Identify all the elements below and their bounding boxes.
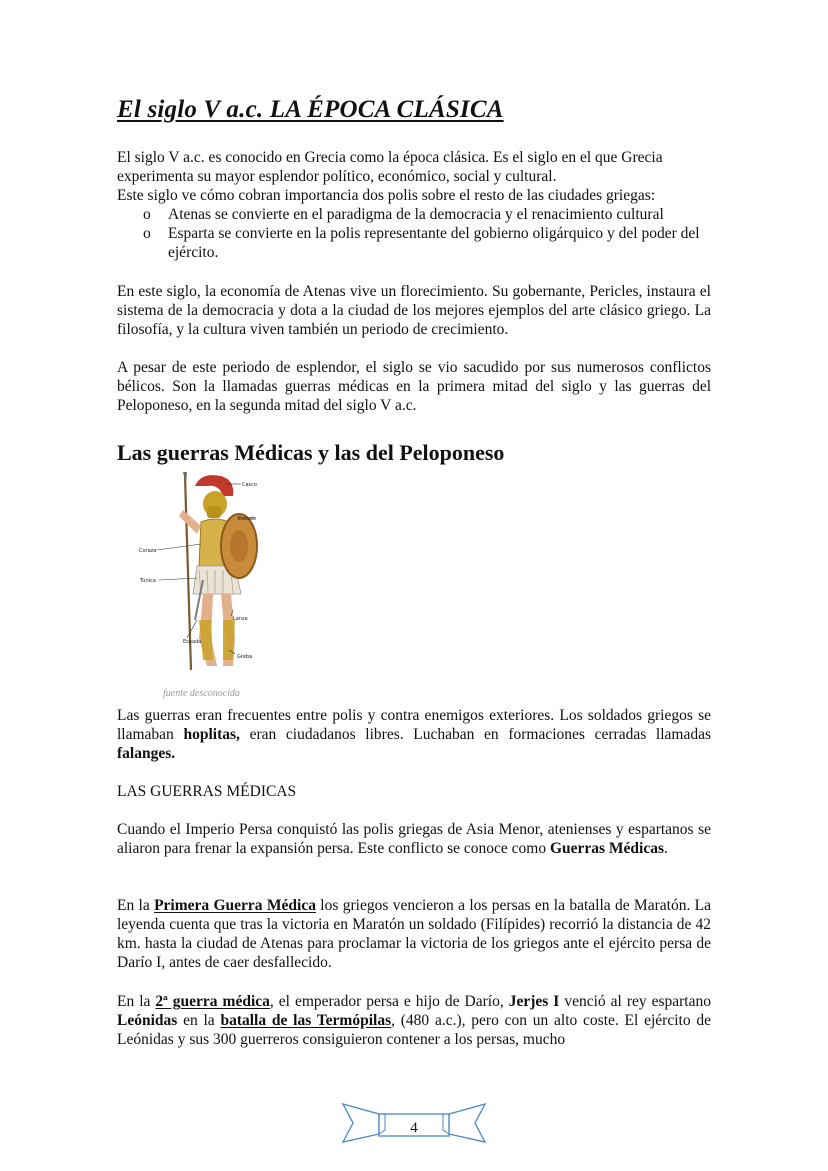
list-item: o Atenas se convierte en el paradigma de la democracia y el renacimiento cultural (143, 206, 664, 223)
label-escudo: Escudo (238, 516, 256, 522)
segunda-guerra-term: 2ª guerra médica (155, 993, 270, 1010)
bullet-icon: o (143, 206, 151, 223)
primera-guerra-term: Primera Guerra Médica (154, 897, 316, 914)
page-number: 4 (410, 1120, 418, 1136)
hoplite-illustration (137, 470, 277, 680)
intro-section (117, 148, 711, 262)
hoplitas-paragraph: Las guerras eran frecuentes entre polis y contra enemigos exteriores. Los soldados griegos se llamaban hoplitas, eran ciudadanos libres. Luchaban en formaciones cerradas llamadas falanges. (117, 707, 711, 762)
primera-guerra-paragraph: En la Primera Guerra Médica los griegos vencieron a los persas en la batalla de Maratón. La leyenda cuenta que tras la victoria en Maratón un soldado (Filípides) recorrió la distancia de 42 km. hasta la ciudad de Atenas para proclamar la victoria de los griegos ante el ejército persa de Darío I, antes de caer desfallecido. (117, 897, 712, 971)
label-coraza: Coraza (139, 548, 157, 554)
section-heading: Las guerras Médicas y las del Peloponeso (117, 440, 505, 465)
label-lanza: Lanza (233, 616, 248, 622)
subheading-guerras-medicas: LAS GUERRAS MÉDICAS (117, 783, 297, 800)
intro-paragraph: El siglo V a.c. es conocido en Grecia como la época clásica. Es el siglo en el que Grecia experimenta su mayor esplendor político, económico, social y cultural. (117, 149, 663, 185)
conflicts-paragraph: A pesar de este periodo de esplendor, el siglo se vio sacudido por sus numerosos conflictos bélicos. Son la llamadas guerras médicas en la primera mitad del siglo y las guerras del Peloponeso, en la segunda mitad del siglo V a.c. (117, 359, 711, 414)
page-footer (339, 1100, 489, 1146)
label-espada: Espada (183, 639, 202, 645)
label-greba: Greba (237, 654, 253, 660)
polis-list (117, 205, 711, 262)
intro-lead: Este siglo ve cómo cobran importancia dos polis sobre el resto de las ciudades griegas: (117, 187, 656, 204)
termopilas-term: batalla de las Termópilas (220, 1012, 392, 1029)
label-casco: Casco (242, 482, 257, 488)
figure-caption: fuente desconocida (163, 688, 240, 699)
label-tunica: Túnica (140, 578, 156, 584)
page-title: El siglo V a.c. LA ÉPOCA CLÁSICA (117, 96, 504, 123)
list-item: o Esparta se convierte en la polis representante del gobierno oligárquico y del poder del ejército. (143, 225, 700, 261)
economy-paragraph: En este siglo, la economía de Atenas vive un florecimiento. Su gobernante, Pericles, instaura el sistema de la democracia y dota a la ciudad de los mejores ejemplos del arte clásico griego. La filosofía, y la cultura viven también un periodo de crecimiento. (117, 283, 711, 338)
persa-paragraph: Cuando el Imperio Persa conquistó las polis griegas de Asia Menor, atenienses y espartanos se aliaron para frenar la expansión persa. Este conflicto se conoce como Guerras Médicas. (117, 821, 711, 857)
segunda-guerra-paragraph: En la 2ª guerra médica, el emperador persa e hijo de Darío, Jerjes I venció al rey espartano Leónidas en la batalla de las Termópilas, (480 a.c.), pero con un alto coste. El ejército de Leónidas y sus 300 guerreros consiguieron contener a los persas, mucho (117, 993, 711, 1048)
bullet-icon: o (143, 225, 151, 242)
